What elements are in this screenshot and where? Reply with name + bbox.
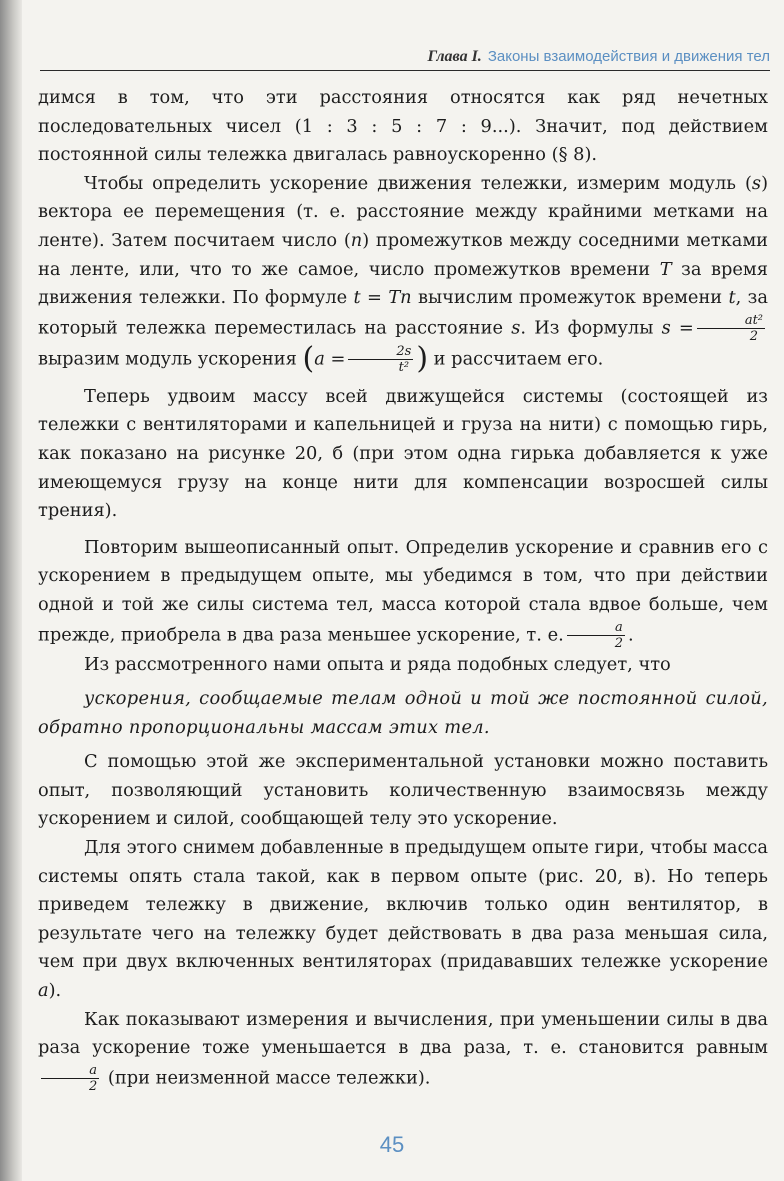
text-run: . Из формулы: [520, 317, 662, 339]
formula-a-fraction: [348, 344, 413, 375]
text-run: Для этого снимем добавленные в предыдущем опыте гири, чтобы масса системы опять стала такой, как в первом опыте (рис. 20, в). Но теперь приведем тележку в движение, включив только один вентилятор, в результате чего на тележку будет действовать в два раза меньшая сила, чем при двух включенных вентиляторах (придававших тележке ускорение: [38, 837, 768, 973]
paragraph-3: Теперь удвоим массу всей движущейся системы (состоящей из тележки с вентиляторами и капельницей и груза на нити) с помощью гирь, как показано на рисунке 20, б (при этом одна гирька добавляется к уже имеющемуся грузу на конце нити для компенсации возросшей силы трения).: [38, 385, 768, 522]
math-var: t: [728, 287, 736, 309]
paragraph-1: димся в том, что эти расстояния относятся как ряд нечетных последовательных чисел (1 : 3 : 5 : 7 : 9...). Значит, под действием постоянной силы тележка двигалась равноускоренно (§ 8).: [38, 87, 768, 166]
formula-t: t = Tn: [353, 287, 412, 309]
fraction-numerator: at²: [697, 313, 765, 329]
text-run: , за который тележка переместилась на расстояние: [38, 287, 768, 339]
fraction-denominator: 2: [749, 328, 759, 344]
book-spine-shadow: [0, 0, 22, 1181]
rule-statement: ускорения, сообщаемые телам одной и той же постоянной силой, обратно пропорциональны массам этих тел.: [38, 688, 768, 738]
paragraph-4: [38, 534, 768, 651]
fraction-numerator: a: [567, 620, 625, 636]
math-var: s: [751, 172, 762, 194]
fraction-numerator: 2s: [348, 344, 413, 360]
text-run: Как показывают измерения и вычисления, при уменьшении силы в два раза ускорение тоже уменьшается в два раза, т. е. становится равным: [38, 1008, 768, 1059]
chapter-label: Глава I.: [427, 48, 482, 65]
formula-s-fraction: [697, 313, 765, 344]
math-var: T: [659, 258, 672, 280]
math-var: n: [350, 229, 363, 251]
text-run: за время движения тележки. По формуле: [38, 258, 768, 309]
fraction-denominator: t²: [398, 359, 410, 375]
close-paren: ): [416, 340, 429, 376]
text-run: ).: [48, 980, 62, 1002]
fraction-denominator: 2: [614, 635, 624, 651]
text-run: и рассчитаем его.: [428, 348, 604, 370]
text-run: .: [628, 624, 634, 645]
text-run: ) вектора ее перемещения (т. е. расстояние между крайними метками на ленте). Затем посчитаем число (: [38, 172, 768, 251]
chapter-title: Законы взаимодействия и движения тел: [487, 48, 770, 65]
text-run: ) промежутков между соседними метками на ленте, или, что то же самое, число промежутков времени: [38, 229, 769, 280]
open-paren: (: [302, 340, 315, 376]
fraction-numerator: a: [41, 1063, 99, 1079]
paragraph-7: [38, 834, 768, 1006]
text-run: Чтобы определить ускорение движения тележки, измерим модуль (: [84, 172, 752, 194]
paragraph-2: [38, 170, 768, 375]
formula-a-lhs: a =: [314, 348, 346, 370]
text-run: (при неизменной массе тележки).: [102, 1067, 431, 1089]
text-run: Повторим вышеописанный опыт. Определив ускорение и сравнив его с ускорением в предыдущем опыте, мы убедимся в том, что при действии одной и той же силы система тел, масса которой стала вдвое больше, чем прежде, приобрела в два раза меньшее ускорение, т. е.: [38, 536, 768, 645]
formula-s-lhs: s =: [661, 317, 694, 339]
paragraph-8: [38, 1006, 768, 1094]
fraction-denominator: 2: [89, 1078, 98, 1094]
page-body: [38, 84, 768, 1094]
text-run: вычислим промежуток времени: [411, 287, 729, 309]
text-run: выразим модуль ускорения: [38, 348, 303, 370]
running-header: [40, 40, 770, 71]
paragraph-5: Из рассмотренного нами опыта и ряда подобных следует, что: [84, 653, 671, 675]
math-var: a: [38, 980, 49, 1002]
half-a-fraction: [567, 620, 625, 651]
half-a-fraction: [41, 1063, 99, 1094]
page-number: 45: [379, 1132, 405, 1157]
math-var: s: [511, 317, 521, 339]
paragraph-6: С помощью этой же экспериментальной установки можно поставить опыт, позволяющий установить количественную взаимосвязь между ускорением и силой, сообщающей телу это ускорение.: [38, 751, 768, 830]
